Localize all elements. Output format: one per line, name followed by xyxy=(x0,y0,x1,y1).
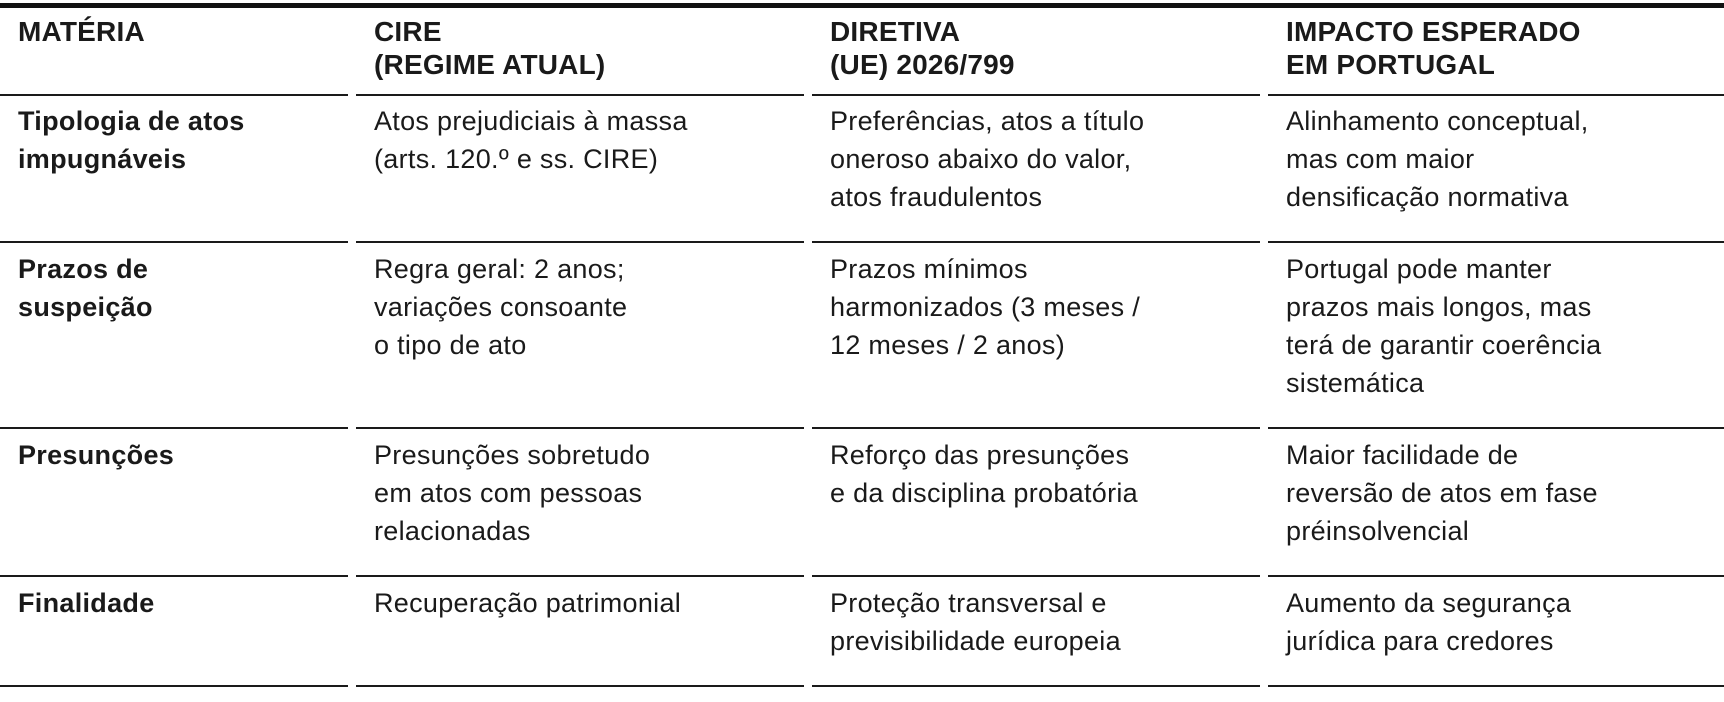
row-divider xyxy=(0,575,348,577)
row-divider xyxy=(1268,685,1724,687)
cell-diretiva-finalidade: Proteção transversal e previsibilidade europeia xyxy=(830,588,1121,656)
cell-impacto-tipologia: Alinhamento conceptual, mas com maior densificação normativa xyxy=(1286,106,1589,212)
row-divider xyxy=(812,427,1260,429)
row-divider xyxy=(1268,575,1724,577)
cell-cire-tipologia: Atos prejudiciais à massa (arts. 120.º e ss. CIRE) xyxy=(374,106,688,174)
row-divider xyxy=(0,685,348,687)
row-divider xyxy=(812,241,1260,243)
row-divider xyxy=(812,94,1260,96)
cell-cire-finalidade: Recuperação patrimonial xyxy=(374,588,682,618)
header-impacto: IMPACTO ESPERADO EM PORTUGAL xyxy=(1286,16,1581,80)
cell-diretiva-tipologia: Preferências, atos a título oneroso abaixo do valor, atos fraudulentos xyxy=(830,106,1145,212)
header-cire: CIRE (REGIME ATUAL) xyxy=(374,16,606,80)
cell-impacto-presuncoes: Maior facilidade de reversão de atos em fase préinsolvencial xyxy=(1286,440,1598,546)
header-diretiva: DIRETIVA (UE) 2026/799 xyxy=(830,16,1015,80)
row-label-presuncoes: Presunções xyxy=(18,440,175,470)
row-divider xyxy=(356,575,804,577)
row-divider xyxy=(1268,94,1724,96)
cell-diretiva-prazos: Prazos mínimos harmonizados (3 meses / 12 meses / 2 anos) xyxy=(830,254,1141,360)
row-divider xyxy=(0,94,348,96)
row-divider xyxy=(0,241,348,243)
row-label-finalidade: Finalidade xyxy=(18,588,155,618)
cell-cire-presuncoes: Presunções sobretudo em atos com pessoas relacionadas xyxy=(374,440,651,546)
row-divider xyxy=(812,685,1260,687)
row-divider xyxy=(356,427,804,429)
row-label-prazos: Prazos de suspeição xyxy=(18,254,153,322)
cell-cire-prazos: Regra geral: 2 anos; variações consoante o tipo de ato xyxy=(374,254,628,360)
cell-diretiva-presuncoes: Reforço das presunções e da disciplina probatória xyxy=(830,440,1138,508)
row-divider xyxy=(0,427,348,429)
row-divider xyxy=(356,241,804,243)
table-top-rule xyxy=(0,3,1724,8)
row-divider xyxy=(356,94,804,96)
row-divider xyxy=(812,575,1260,577)
row-divider xyxy=(1268,241,1724,243)
row-label-tipologia: Tipologia de atos impugnáveis xyxy=(18,106,245,174)
cell-impacto-finalidade: Aumento da segurança jurídica para credores xyxy=(1286,588,1572,656)
row-divider xyxy=(1268,427,1724,429)
header-materia: MATÉRIA xyxy=(18,16,145,47)
row-divider xyxy=(356,685,804,687)
cell-impacto-prazos: Portugal pode manter prazos mais longos, mas terá de garantir coerência sistemática xyxy=(1286,254,1602,398)
